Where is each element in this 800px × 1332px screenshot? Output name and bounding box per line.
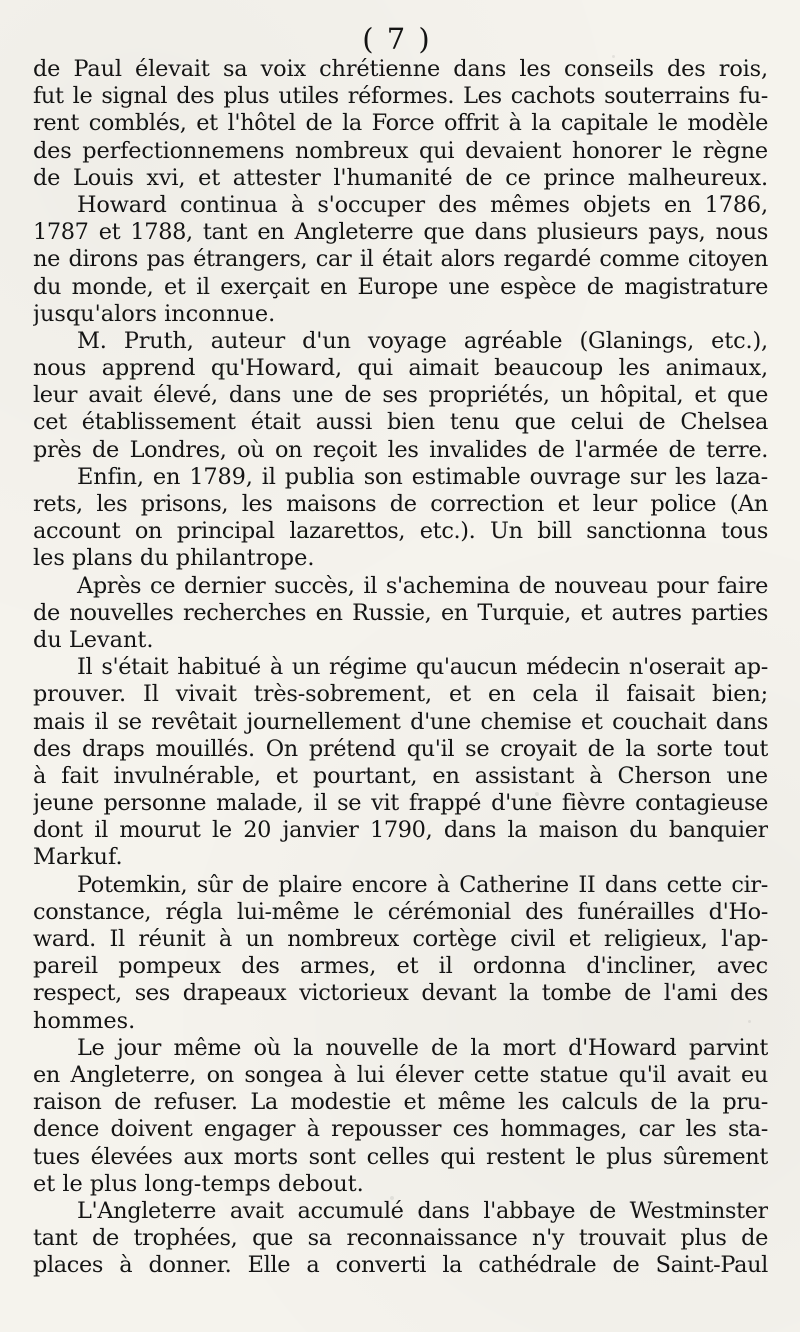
page-number: ( 7 )	[362, 22, 432, 56]
paper-stain	[748, 1020, 751, 1023]
text-line-39: raison de refuser. La modestie et même les calculs de la pru-	[33, 1089, 768, 1116]
text-line-23: Il s'était habitué à un régime qu'aucun médecin n'oserait ap-	[77, 654, 768, 681]
text-line-8: ne dirons pas étrangers, car il était alors regardé comme citoyen	[33, 246, 768, 273]
text-line-2: fut le signal des plus utiles réformes. Les cachots souterrains fu-	[33, 83, 768, 110]
text-line-1: de Paul élevait sa voix chrétienne dans les conseils des rois,	[33, 56, 768, 82]
text-line-11: M. Pruth, auteur d'un voyage agréable (Glanings, etc.),	[77, 327, 768, 354]
text-line-37: Le jour même où la nouvelle de la mort d'Howard parvint	[77, 1034, 768, 1061]
text-line-28: jeune personne malade, il se vit frappé d'une fièvre contagieuse	[33, 790, 768, 817]
text-line-38: en Angleterre, on songea à lui élever cette statue qu'il avait eu	[33, 1061, 768, 1088]
text-line-26: des draps mouillés. On prétend qu'il se croyait de la sorte tout	[33, 735, 768, 762]
text-line-7: 1787 et 1788, tant en Angleterre que dans plusieurs pays, nous	[33, 219, 768, 246]
paper-stain	[612, 55, 615, 58]
text-line-42: et le plus long-temps debout.	[33, 1170, 364, 1197]
body-text	[33, 56, 768, 1279]
text-line-13: leur avait élevé, dans une de ses propriétés, un hôpital, et que	[33, 382, 768, 409]
text-line-10: jusqu'alors inconnue.	[33, 300, 276, 327]
text-line-43: L'Angleterre avait accumulé dans l'abbaye de Westminster	[77, 1197, 768, 1224]
text-line-22: du Levant.	[33, 626, 154, 653]
text-line-35: respect, ses drapeaux victorieux devant la tombe de l'ami des	[33, 980, 768, 1007]
paper-stain	[390, 1196, 394, 1200]
text-line-4: des perfectionnemens nombreux qui devaient honorer le règne	[33, 137, 768, 164]
text-line-20: Après ce dernier succès, il s'achemina de nouveau pour faire	[77, 572, 768, 599]
text-line-40: dence doivent engager à repousser ces hommages, car les sta-	[33, 1116, 768, 1143]
text-line-44: tant de trophées, que sa reconnaissance n'y trouvait plus de	[33, 1225, 768, 1252]
text-line-19: les plans du philantrope.	[33, 545, 315, 572]
text-line-3: rent comblés, et l'hôtel de la Force offrit à la capitale le modèle	[33, 110, 768, 137]
text-line-33: ward. Il réunit à un nombreux cortège civil et religieux, l'ap-	[33, 926, 768, 952]
text-line-32: constance, régla lui-même le cérémonial des funérailles d'Ho-	[33, 898, 768, 925]
text-line-25: mais il se revêtait journellement d'une chemise et couchait dans	[33, 708, 768, 735]
text-line-16: Enfin, en 1789, il publia son estimable ouvrage sur les laza-	[77, 463, 768, 490]
text-line-15: près de Londres, où on reçoit les invalides de l'armée de terre.	[33, 436, 768, 463]
paper-stain	[535, 792, 539, 796]
text-line-14: cet établissement était aussi bien tenu que celui de Chelsea	[33, 409, 768, 436]
text-line-17: rets, les prisons, les maisons de correction et leur police (An	[33, 491, 768, 517]
text-line-21: de nouvelles recherches en Russie, en Turquie, et autres parties	[33, 599, 768, 626]
text-line-30: Markuf.	[33, 844, 123, 871]
text-line-12: nous apprend qu'Howard, qui aimait beaucoup les animaux,	[33, 355, 768, 382]
text-line-41: tues élevées aux morts sont celles qui restent le plus sûrement	[33, 1143, 768, 1170]
text-line-27: à fait invulnérable, et pourtant, en assistant à Cherson une	[33, 762, 768, 789]
text-line-9: du monde, et il exerçait en Europe une espèce de magistrature	[33, 273, 768, 300]
text-line-34: pareil pompeux des armes, et il ordonna d'incliner, avec	[33, 953, 768, 980]
text-line-36: hommes.	[33, 1007, 136, 1034]
text-line-6: Howard continua à s'occuper des mêmes objets en 1786,	[77, 191, 768, 218]
text-line-45: places à donner. Elle a converti la cathédrale de Saint-Paul	[33, 1252, 768, 1279]
text-line-24: prouver. Il vivait très-sobrement, et en cela il faisait bien;	[33, 681, 768, 708]
text-line-29: dont il mourut le 20 janvier 1790, dans la maison du banquier	[33, 817, 768, 844]
text-line-18: account on principal lazarettos, etc.). Un bill sanctionna tous	[33, 518, 768, 545]
text-line-31: Potemkin, sûr de plaire encore à Catherine II dans cette cir-	[77, 871, 768, 898]
text-line-5: de Louis xvi, et attester l'humanité de ce prince malheureux.	[33, 164, 768, 191]
